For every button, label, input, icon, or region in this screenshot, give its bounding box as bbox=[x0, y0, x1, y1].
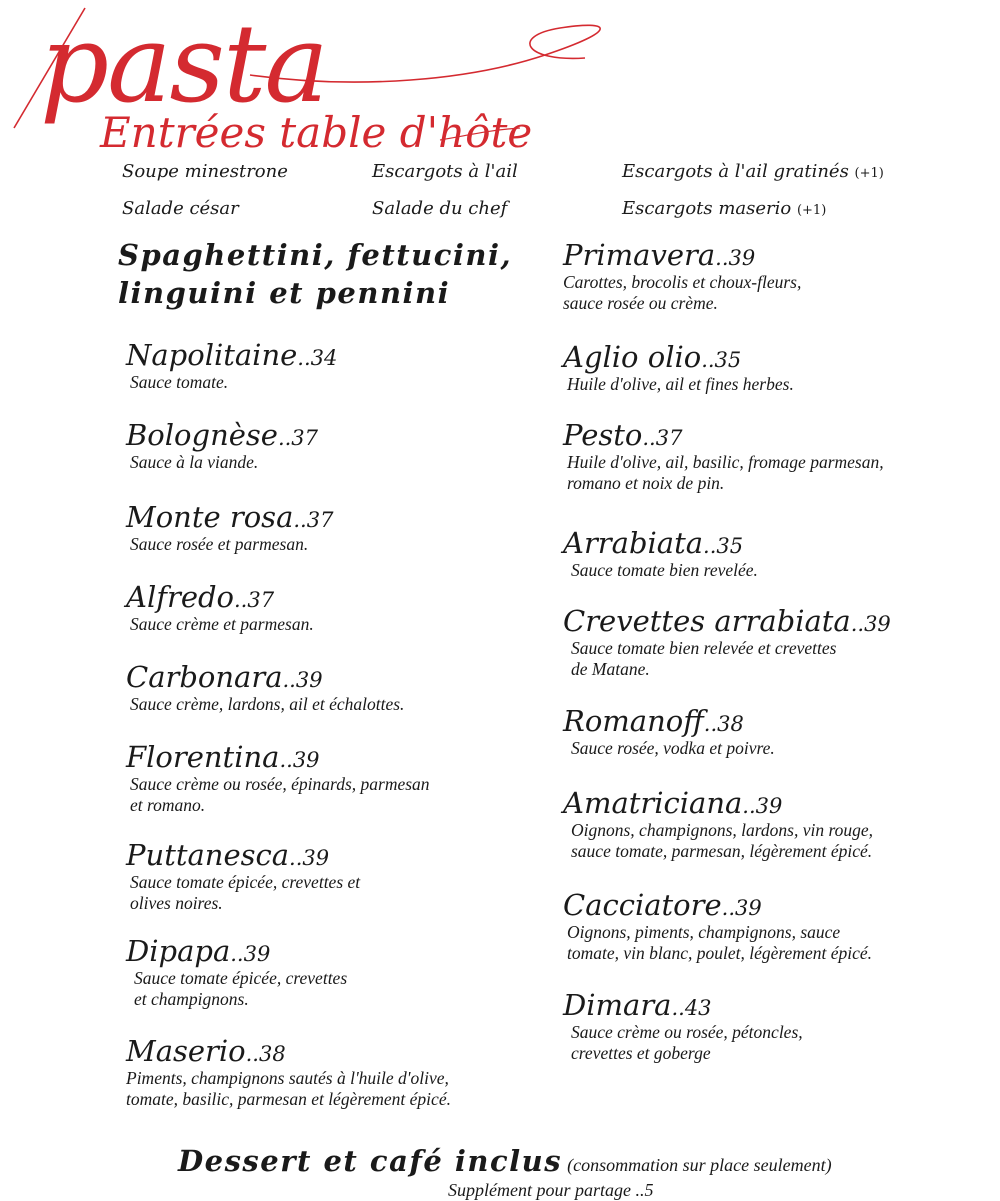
dish-price: ..37 bbox=[277, 426, 319, 450]
dish-description: Oignons, champignons, lardons, vin rouge, sauce tomate, parmesan, légèrement épicé. bbox=[571, 820, 874, 861]
dish-price: ..34 bbox=[297, 346, 338, 370]
dish-item bbox=[563, 238, 801, 314]
dish-name: Monte rosa bbox=[126, 500, 294, 534]
dish-price: ..39 bbox=[721, 896, 762, 920]
page-title: pasta bbox=[40, 2, 327, 127]
dish-item bbox=[126, 934, 347, 1010]
dish-name: Florentina bbox=[126, 740, 280, 774]
dish-price: ..38 bbox=[245, 1042, 286, 1066]
entrees-title: Entrées table d'hôte bbox=[100, 108, 533, 157]
dish-name: Napolitaine bbox=[126, 338, 298, 372]
dish-price: ..38 bbox=[703, 712, 744, 736]
dish-item bbox=[563, 786, 873, 862]
dish-item bbox=[563, 526, 758, 581]
dish-item bbox=[563, 888, 872, 964]
dish-price: ..39 bbox=[230, 942, 271, 966]
dish-description: Sauce à la viande. bbox=[130, 452, 259, 472]
dish-description: Sauce rosée, vodka et poivre. bbox=[571, 738, 775, 758]
dish-price: ..37 bbox=[234, 588, 275, 612]
dish-name: Cacciatore bbox=[563, 888, 722, 922]
dish-description: Huile d'olive, ail et fines herbes. bbox=[567, 374, 794, 394]
dish-item bbox=[126, 418, 318, 473]
dish-item bbox=[126, 660, 404, 715]
dish-description: Sauce rosée et parmesan. bbox=[130, 534, 309, 554]
dish-description: Sauce crème ou rosée, pétoncles, crevettes et goberge bbox=[571, 1022, 803, 1063]
footer bbox=[178, 1144, 832, 1178]
dish-price: ..35 bbox=[701, 348, 742, 372]
dish-description: Sauce tomate épicée, crevettes et olives noires. bbox=[130, 872, 361, 913]
dish-price: ..39 bbox=[279, 748, 320, 772]
dish-item bbox=[563, 988, 803, 1064]
footer-note: (consommation sur place seulement) bbox=[567, 1155, 832, 1175]
section-heading: Spaghettini, fettucini, linguini et pennini bbox=[118, 238, 513, 310]
dish-item bbox=[126, 1034, 451, 1110]
dish-description: Sauce crème, lardons, ail et échalottes. bbox=[130, 694, 405, 714]
dish-price: ..39 bbox=[850, 612, 891, 636]
dish-item bbox=[126, 740, 430, 816]
dish-price: ..39 bbox=[282, 668, 323, 692]
dish-description: Sauce crème et parmesan. bbox=[130, 614, 314, 634]
dish-description: Carottes, brocolis et choux-fleurs, sauce rosée ou crème. bbox=[563, 272, 802, 313]
dish-name: Puttanesca bbox=[126, 838, 290, 872]
dish-description: Oignons, piments, champignons, sauce tomate, vin blanc, poulet, légèrement épicé. bbox=[567, 922, 873, 963]
dish-name: Pesto bbox=[563, 418, 643, 452]
dish-description: Sauce tomate épicée, crevettes et champignons. bbox=[134, 968, 348, 1009]
dish-price: ..39 bbox=[289, 846, 330, 870]
dish-price: ..39 bbox=[715, 246, 756, 270]
dish-price: ..35 bbox=[703, 534, 744, 558]
dish-name: Aglio olio bbox=[563, 340, 702, 374]
dish-item bbox=[563, 704, 775, 759]
dish-name: Maserio bbox=[126, 1034, 246, 1068]
dish-item bbox=[563, 340, 794, 395]
entree-item: Escargots à l'ail bbox=[372, 161, 518, 182]
dish-name: Bolognèse bbox=[126, 418, 278, 452]
dish-name: Alfredo bbox=[126, 580, 234, 614]
dish-item bbox=[126, 338, 337, 393]
dish-description: Sauce tomate bien revelée. bbox=[571, 560, 758, 580]
dish-name: Arrabiata bbox=[563, 526, 704, 560]
dish-description: Sauce tomate bien relevée et crevettes de Matane. bbox=[571, 638, 837, 679]
dish-price: ..39 bbox=[742, 794, 783, 818]
dish-price: ..37 bbox=[293, 508, 334, 532]
entree-item: Escargots à l'ail gratinés (+1) bbox=[622, 161, 884, 182]
dish-price: ..43 bbox=[671, 996, 712, 1020]
dish-name: Amatriciana bbox=[563, 786, 743, 820]
dish-description: Huile d'olive, ail, basilic, fromage parmesan, romano et noix de pin. bbox=[567, 452, 884, 493]
dish-name: Dipapa bbox=[126, 934, 231, 968]
dish-price: ..37 bbox=[642, 426, 683, 450]
entree-item: Salade césar bbox=[122, 198, 239, 219]
dish-item bbox=[563, 604, 891, 680]
entree-item: Escargots maserio (+1) bbox=[622, 198, 827, 219]
entree-item: Soupe minestrone bbox=[122, 161, 288, 182]
dish-description: Sauce tomate. bbox=[130, 372, 229, 392]
dish-item bbox=[126, 838, 360, 914]
dish-item bbox=[126, 580, 314, 635]
dish-item bbox=[126, 500, 333, 555]
dish-name: Romanoff bbox=[563, 704, 704, 738]
dish-item bbox=[563, 418, 884, 494]
dish-name: Dimara bbox=[563, 988, 672, 1022]
footer-supplement: Supplément pour partage ..5 bbox=[448, 1180, 654, 1200]
dish-description: Piments, champignons sautés à l'huile d'olive, tomate, basilic, parmesan et légèrement épicé. bbox=[126, 1068, 451, 1109]
dish-name: Crevettes arrabiata bbox=[563, 604, 851, 638]
dish-description: Sauce crème ou rosée, épinards, parmesan et romano. bbox=[130, 774, 430, 815]
footer-headline: Dessert et café inclus bbox=[178, 1144, 563, 1178]
entree-item: Salade du chef bbox=[372, 198, 508, 219]
dish-name: Primavera bbox=[563, 238, 716, 272]
dish-name: Carbonara bbox=[126, 660, 283, 694]
